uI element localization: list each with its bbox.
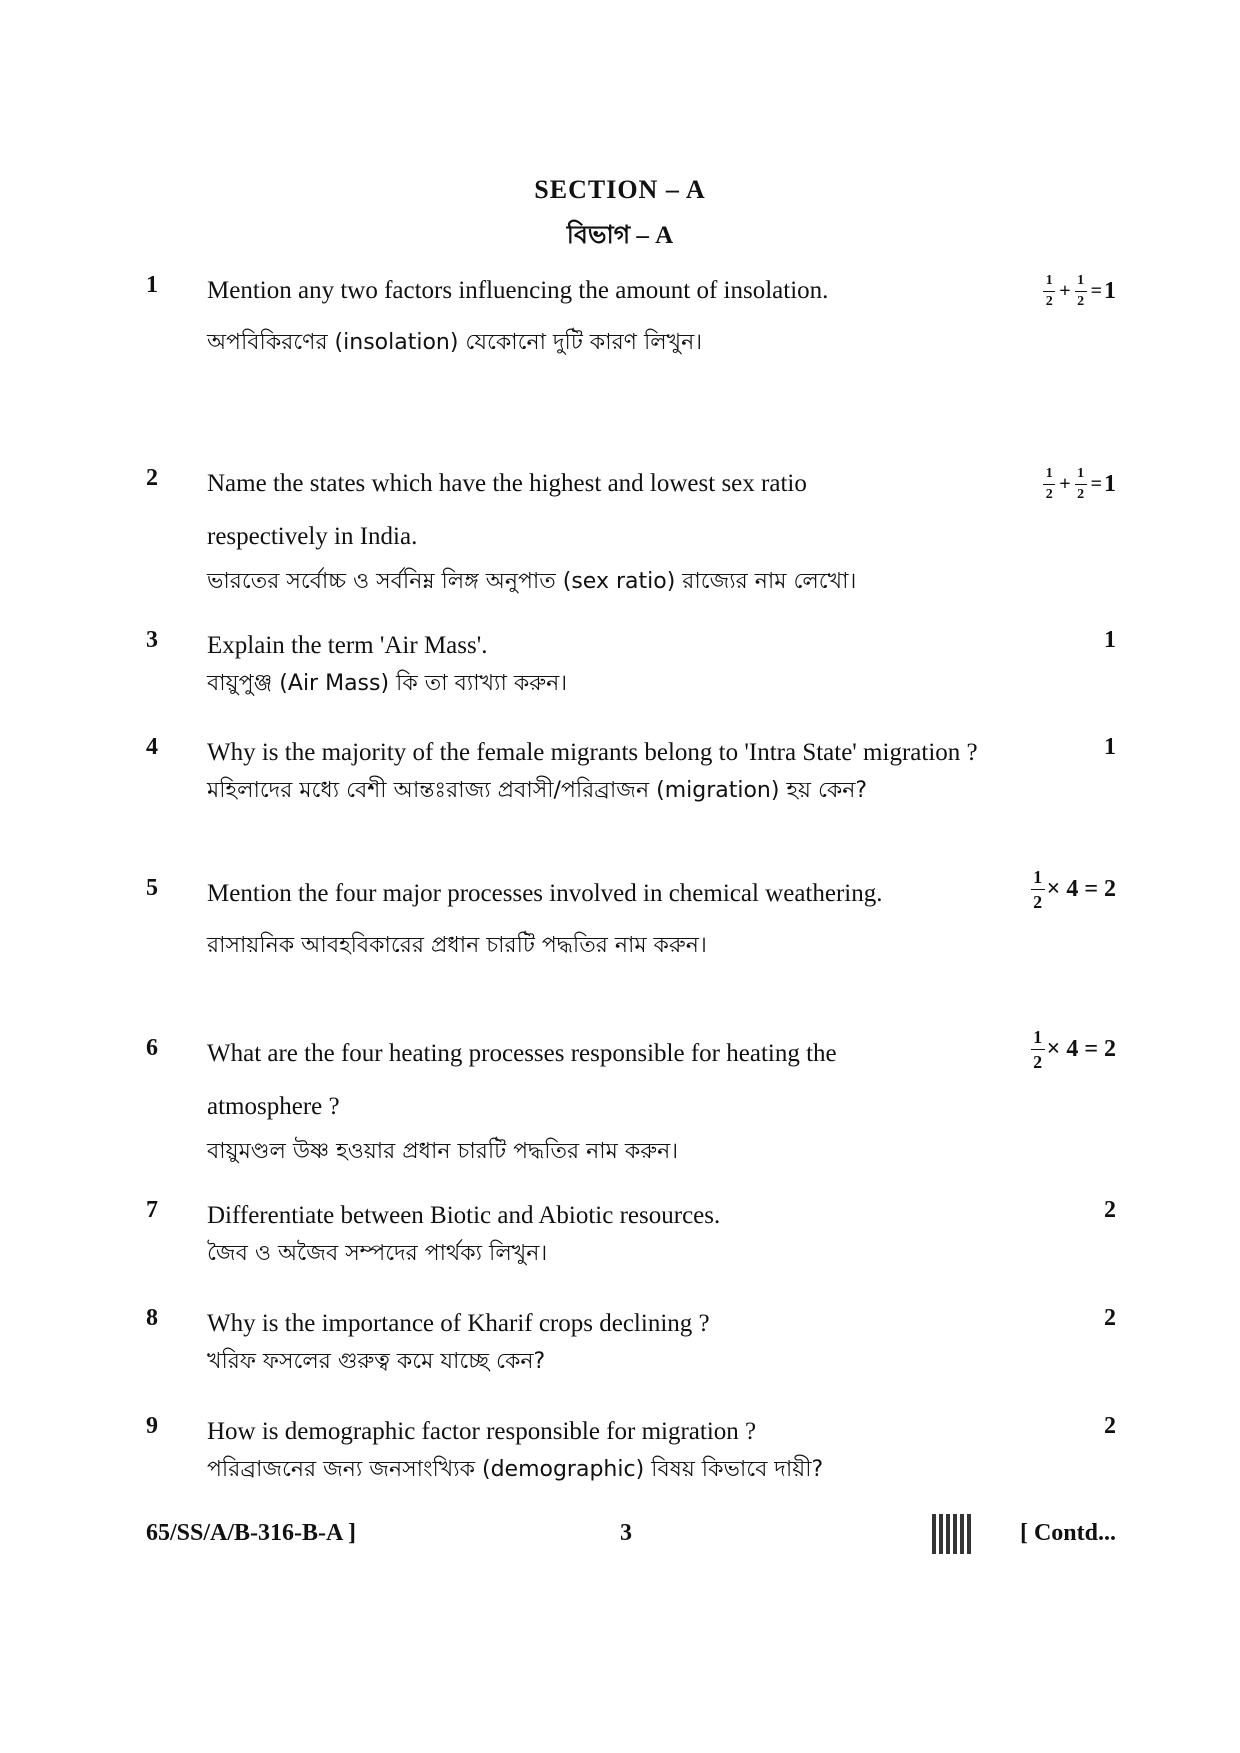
marks: 1 [1104, 627, 1116, 653]
question-bengali: খরিফ ফসলের গুরুত্ব কমে যাচ্ছে কেন? [207, 1349, 546, 1374]
question-english: Explain the term 'Air Mass'. [207, 632, 488, 659]
question-number: 7 [146, 1197, 158, 1223]
fraction: $\frac{1}{2}$ [1075, 466, 1087, 503]
marks: 1 [1104, 734, 1116, 760]
question-bengali: জৈব ও অজৈব সম্পদের পার্থক্য লিখুন। [207, 1241, 548, 1266]
question-bengali: ভারতের সর্বোচ্চ ও সর্বনিম্ন লিঙ্গ অনুপাত (sex ratio) রাজ্যের নাম লেখো। [207, 569, 857, 594]
question-english: Differentiate between Biotic and Abiotic resources. [207, 1202, 721, 1229]
marks: 2 [1104, 1197, 1116, 1223]
page-number: 3 [620, 1520, 632, 1546]
qr-code-icon [932, 1514, 974, 1554]
question-english: Mention the four major processes involved in chemical weathering. [207, 880, 883, 907]
marks: $\frac{1}{2}$ + $\frac{1}{2}$ = 1 [1041, 264, 1116, 310]
fraction: $\frac{1}{2}$ [1043, 273, 1055, 310]
paper-code: 65/SS/A/B-316-B-A ] [146, 1520, 357, 1546]
marks-multiplier: × 4 = 2 [1046, 1036, 1116, 1062]
question-text [207, 734, 1087, 810]
question-english: Why is the majority of the female migrants belong to 'Intra State' migration ? [207, 739, 978, 766]
question-number: 5 [146, 875, 158, 901]
marks [1029, 863, 1116, 912]
marks [1029, 1023, 1116, 1072]
question-text [207, 1035, 917, 1171]
question-number: 1 [146, 272, 158, 298]
marks-total: 1 [1104, 471, 1116, 497]
question-english: Mention any two factors influencing the amount of insolation. [207, 277, 829, 304]
question-text [207, 875, 1007, 965]
question-number: 3 [146, 627, 158, 653]
question-number: 8 [146, 1305, 158, 1331]
section-title: SECTION – A [534, 175, 706, 204]
question-number: 6 [146, 1035, 158, 1061]
marks-multiplier: × 4 = 2 [1046, 876, 1116, 902]
question-text [207, 1197, 1007, 1273]
marks-total: 1 [1104, 278, 1116, 304]
question-number: 9 [146, 1413, 158, 1439]
question-number: 2 [146, 465, 158, 491]
question-english: Why is the importance of Kharif crops declining ? [207, 1310, 710, 1337]
marks: 2 [1104, 1305, 1116, 1331]
question-bengali: পরিব্রাজনের জন্য জনসাংখ্যিক (demographic) বিষয় কিভাবে দায়ী? [207, 1457, 824, 1482]
fraction: $\frac{1}{2}$ [1031, 1027, 1045, 1072]
fraction: $\frac{1}{2}$ [1075, 273, 1087, 310]
question-bengali: রাসায়নিক আবহবিকারের প্রধান চারটি পদ্ধতির নাম করুন। [207, 933, 707, 958]
marks: 2 [1104, 1413, 1116, 1439]
question-text [207, 627, 1007, 703]
question-english: Name the states which have the highest and lowest sex ratio respectively in India. [207, 470, 807, 550]
question-bengali: অপবিকিরণের (insolation) যেকোনো দুটি কারণ লিখুন। [207, 330, 703, 355]
question-number: 4 [146, 734, 158, 760]
question-text [207, 465, 907, 601]
question-english: How is demographic factor responsible for migration ? [207, 1418, 757, 1445]
continued-label: [ Contd... [1019, 1520, 1116, 1546]
section-subtitle: বিভাগ – A [566, 222, 674, 249]
question-text [207, 1305, 1007, 1381]
question-bengali: বায়ুমণ্ডল উষ্ণ হওয়ার প্রধান চারটি পদ্ধতির নাম করুন। [207, 1139, 679, 1164]
question-text [207, 1413, 1007, 1489]
question-bengali: বায়ুপুঞ্জ (Air Mass) কি তা ব্যাখ্যা করুন। [207, 671, 568, 696]
question-english: What are the four heating processes responsible for heating the atmosphere ? [207, 1040, 837, 1120]
marks: $\frac{1}{2}$ + $\frac{1}{2}$ = 1 [1041, 457, 1116, 503]
question-text [207, 272, 1007, 362]
fraction: $\frac{1}{2}$ [1031, 867, 1045, 912]
question-bengali: মহিলাদের মধ্যে বেশী আন্তঃরাজ্য প্রবাসী/পরিব্রাজন (migration) হয় কেন? [207, 778, 868, 803]
fraction: $\frac{1}{2}$ [1043, 466, 1055, 503]
